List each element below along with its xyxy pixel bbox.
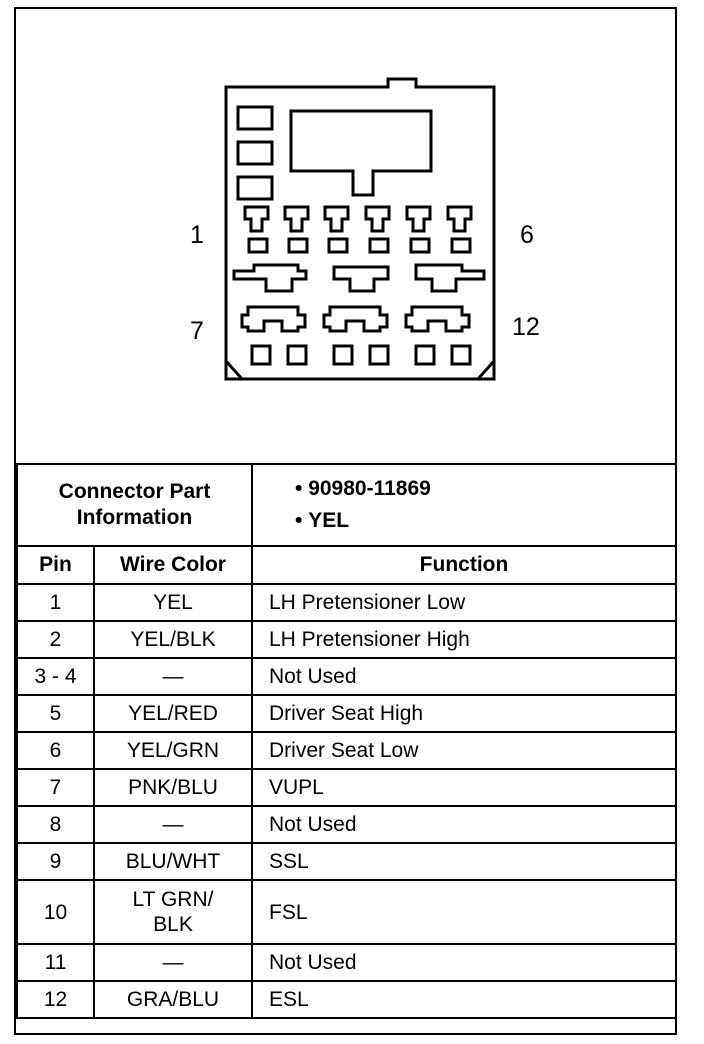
cavity-box (238, 177, 272, 199)
pin-cell: 5 (17, 695, 94, 732)
table-row (17, 806, 676, 843)
wire-color-cell: LT GRN/ BLK (94, 880, 252, 944)
connector-info-label: Connector Part Information (17, 464, 252, 546)
pin-cell: 9 (17, 843, 94, 880)
wire-color-cell: YEL/GRN (94, 732, 252, 769)
pin-cell: 12 (17, 981, 94, 1018)
wire-color-cell: — (94, 944, 252, 981)
header-pin: Pin (17, 546, 94, 584)
function-cell: LH Pretensioner High (252, 621, 676, 658)
table-row (17, 769, 676, 806)
function-cell: ESL (252, 981, 676, 1018)
wire-color-cell: GRA/BLU (94, 981, 252, 1018)
pin-label-7: 7 (190, 317, 204, 345)
part-number: • 90980-11869 (295, 477, 431, 500)
function-cell: Driver Seat High (252, 695, 676, 732)
connector-info-values (252, 464, 676, 546)
table-row (17, 880, 676, 944)
connector-diagram (16, 9, 675, 463)
connector-key (291, 111, 431, 195)
header-function: Function (252, 546, 676, 584)
function-cell: Not Used (252, 944, 676, 981)
pin-label-1: 1 (190, 221, 204, 249)
wire-color-cell: BLU/WHT (94, 843, 252, 880)
upper-terminal-row (245, 207, 471, 252)
pin-cell: 6 (17, 732, 94, 769)
connector-frame (14, 7, 677, 1035)
wire-color-cell: — (94, 658, 252, 695)
table-row (17, 695, 676, 732)
pin-cell: 7 (17, 769, 94, 806)
pin-cell: 3 - 4 (17, 658, 94, 695)
wire-color-cell: YEL/RED (94, 695, 252, 732)
pin-cell: 11 (17, 944, 94, 981)
table-row (17, 843, 676, 880)
pin-label-6: 6 (520, 221, 534, 249)
wire-color-cell: — (94, 806, 252, 843)
pin-cell: 2 (17, 621, 94, 658)
function-cell: LH Pretensioner Low (252, 584, 676, 621)
pinout-table (16, 463, 677, 1019)
function-cell: Driver Seat Low (252, 732, 676, 769)
table-row (17, 584, 676, 621)
cavity-box (238, 142, 272, 164)
pin-cell: 10 (17, 880, 94, 944)
header-wire-color: Wire Color (94, 546, 252, 584)
cavity-box (238, 107, 272, 129)
function-cell: VUPL (252, 769, 676, 806)
wire-color-cell: YEL/BLK (94, 621, 252, 658)
wire-color-cell: YEL (94, 584, 252, 621)
table-header-row (17, 546, 676, 584)
table-row (17, 981, 676, 1018)
connector-info-row (17, 464, 676, 546)
lower-terminal-row (242, 307, 470, 364)
function-cell: Not Used (252, 658, 676, 695)
table-row (17, 944, 676, 981)
pin-cell: 8 (17, 806, 94, 843)
connector-color: • YEL (295, 509, 350, 532)
pin-label-12: 12 (512, 313, 540, 341)
table-row (17, 658, 676, 695)
locking-tabs (234, 265, 484, 291)
connector-face-drawing (16, 9, 675, 463)
function-cell: Not Used (252, 806, 676, 843)
table-row (17, 732, 676, 769)
function-cell: FSL (252, 880, 676, 944)
function-cell: SSL (252, 843, 676, 880)
table-row (17, 621, 676, 658)
wire-color-cell: PNK/BLU (94, 769, 252, 806)
pin-cell: 1 (17, 584, 94, 621)
